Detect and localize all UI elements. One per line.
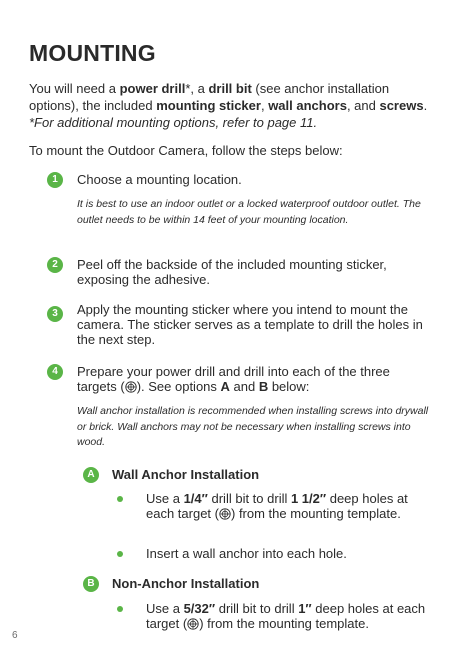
bullet-text-part: ) from the mounting template. xyxy=(199,616,369,631)
target-crosshair-icon xyxy=(125,381,137,393)
step-text-part: below: xyxy=(268,379,310,394)
bullet-text-part: ) from the mounting template. xyxy=(231,506,401,521)
bullet-dot-icon xyxy=(117,496,123,502)
step-number-badge: 3 xyxy=(47,306,63,322)
bullet-text xyxy=(146,491,431,521)
bullet-bold: 1″ xyxy=(298,601,312,616)
intro-text: , and xyxy=(346,98,380,113)
bullet-text: Insert a wall anchor into each hole. xyxy=(146,546,347,561)
intro-text: You will need a xyxy=(29,81,120,96)
bullet-text-part: Use a xyxy=(146,491,184,506)
intro-text: . xyxy=(423,98,428,113)
bullet-bold: 1 1/2″ xyxy=(290,491,327,506)
bullet-bold: 1/4″ xyxy=(183,491,208,506)
option-label: Non-Anchor Installation xyxy=(112,576,260,591)
bullet-text-part: Use a xyxy=(146,601,184,616)
target-crosshair-icon xyxy=(219,508,231,520)
bullet-bold: 5/32″ xyxy=(183,601,216,616)
intro-bold: screws xyxy=(379,98,424,113)
bullet-text-part: drill bit to drill xyxy=(215,601,299,616)
bullet-text-part: drill bit to drill xyxy=(207,491,291,506)
intro-bold: drill bit xyxy=(208,81,252,96)
bullet-dot-icon xyxy=(117,606,123,612)
intro-text: (see anchor installation options), the included xyxy=(29,81,390,113)
option-letter-badge: B xyxy=(83,576,99,592)
bullet-text-part: deep holes at each target ( xyxy=(146,491,408,521)
step-text: Choose a mounting location. xyxy=(77,172,242,187)
steps-lead-text: To mount the Outdoor Camera, follow the steps below: xyxy=(29,143,343,158)
option-letter-ref: B xyxy=(258,379,269,394)
bullet-text-part: deep holes at each target ( xyxy=(146,601,426,631)
step-text xyxy=(77,364,431,394)
step-4-note: Wall anchor installation is recommended when installing screws into drywall or brick. Wall anchors may not be necessary when installing screws into wood. xyxy=(77,405,429,448)
step-text: Peel off the backside of the included mounting sticker, exposing the adhesive. xyxy=(77,257,387,287)
intro-text: *, a xyxy=(185,81,209,96)
target-crosshair-icon xyxy=(187,618,199,630)
option-label: Wall Anchor Installation xyxy=(112,467,260,482)
step-number-badge: 1 xyxy=(47,172,63,188)
step-text-part: ). See options xyxy=(136,379,221,394)
intro-text: , xyxy=(260,98,269,113)
step-text-part: Prepare your power drill and drill into each of the three targets ( xyxy=(77,364,390,394)
step-number-badge: 4 xyxy=(47,364,63,380)
step-text-part: and xyxy=(229,379,259,394)
page-number: 6 xyxy=(12,630,18,641)
step-number-badge: 2 xyxy=(47,257,63,273)
option-letter-badge: A xyxy=(83,467,99,483)
intro-bold: power drill xyxy=(119,81,186,96)
intro-bold: mounting sticker xyxy=(156,98,261,113)
step-text: Apply the mounting sticker where you intend to mount the camera. The sticker serves as a template to drill the holes in the next step. xyxy=(77,302,423,347)
step-1-note: It is best to use an indoor outlet or a locked waterproof outdoor outlet. The outlet needs to be within 14 feet of your mounting location. xyxy=(77,198,421,226)
bullet-text xyxy=(146,601,431,631)
bullet-dot-icon xyxy=(117,551,123,557)
intro-bold: wall anchors xyxy=(268,98,347,113)
page-title: MOUNTING xyxy=(29,40,156,66)
option-letter-ref: A xyxy=(220,379,230,394)
intro-paragraph xyxy=(29,80,429,131)
intro-italic-note: *For additional mounting options, refer to page 11. xyxy=(29,115,318,130)
